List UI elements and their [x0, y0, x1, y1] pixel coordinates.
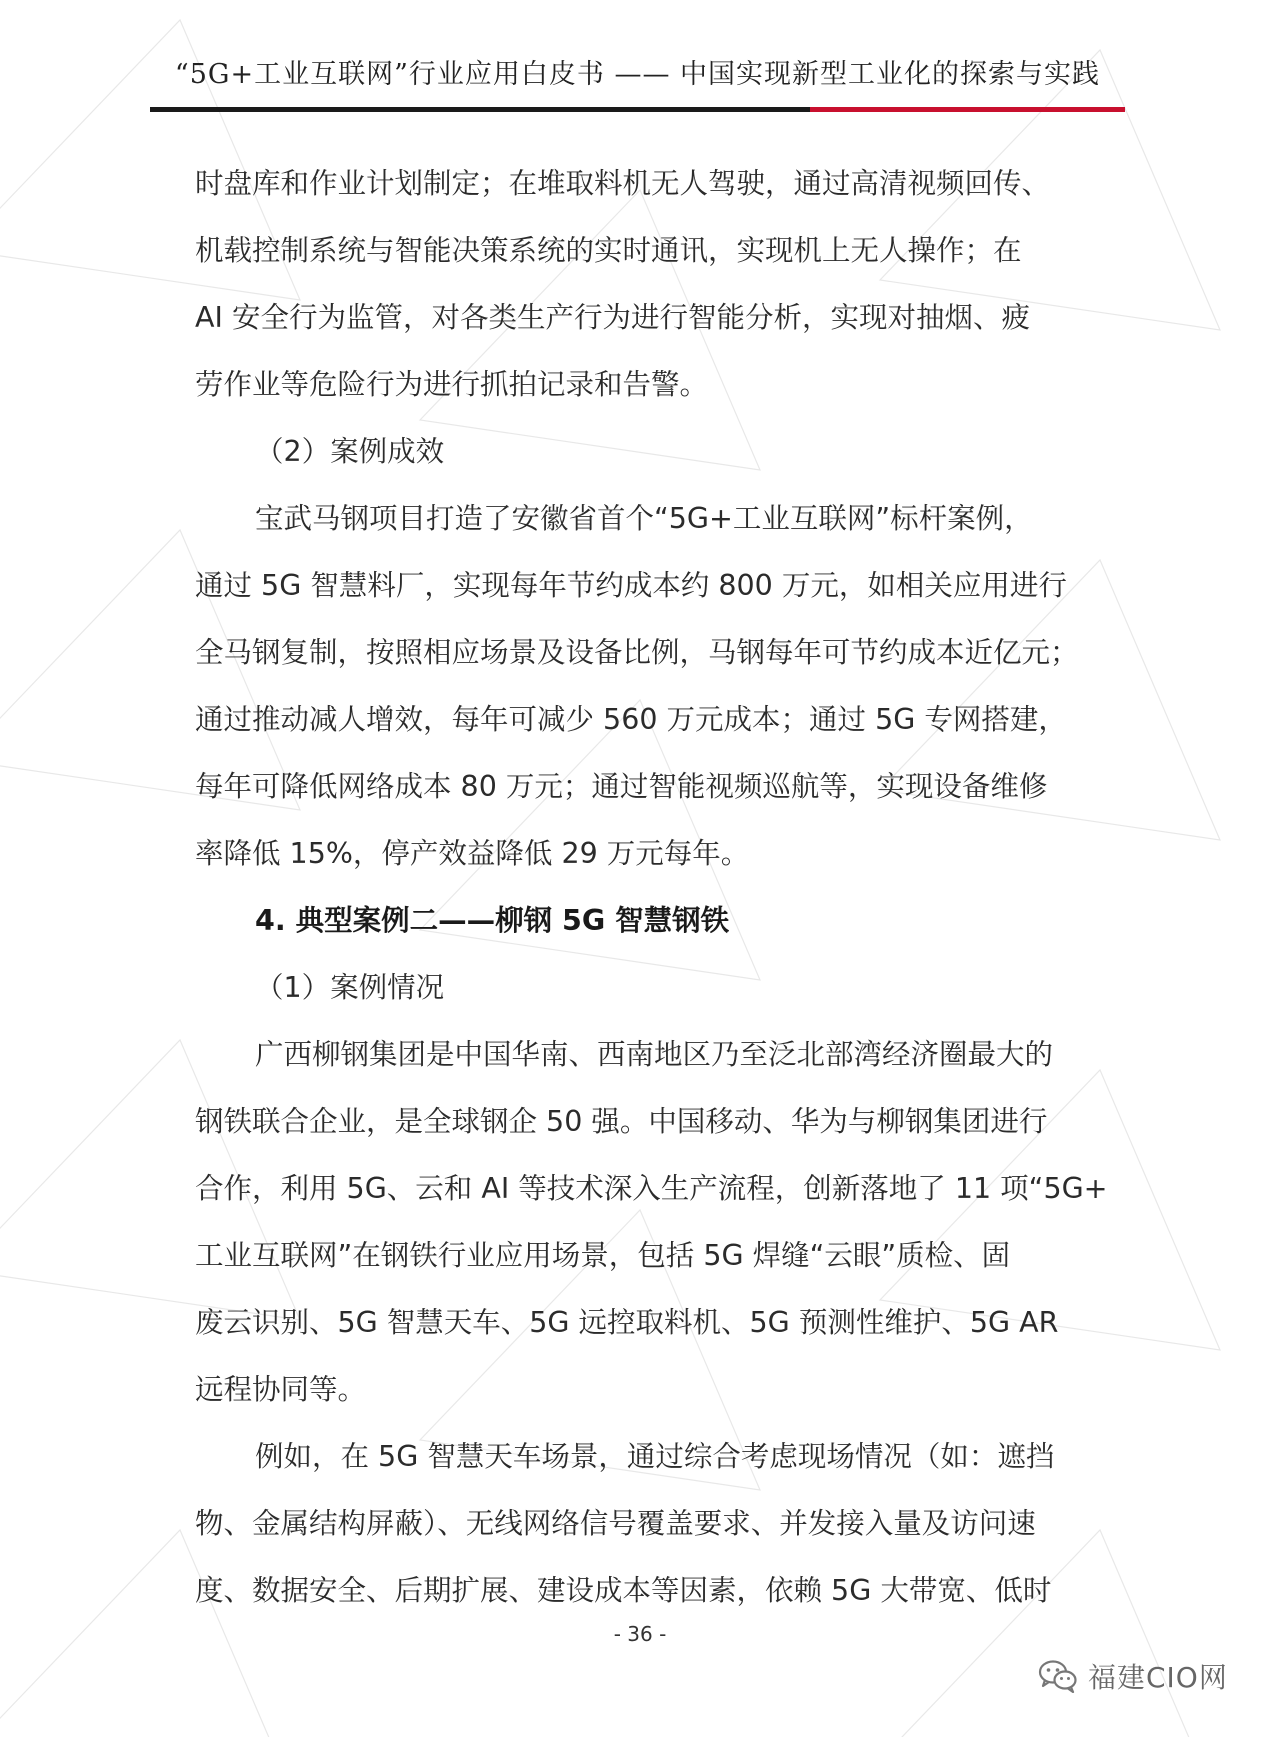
text-line: 全马钢复制，按照相应场景及设备比例，马钢每年可节约成本近亿元；	[195, 636, 1079, 669]
text-line: 时盘库和作业计划制定；在堆取料机无人驾驶，通过高清视频回传、	[195, 167, 1051, 200]
text-line: 劳作业等危险行为进行抓拍记录和告警。	[195, 368, 709, 401]
text-line: 率降低 15%，停产效益降低 29 万元每年。	[195, 837, 750, 870]
text-line: 机载控制系统与智能决策系统的实时通讯，实现机上无人操作；在	[195, 234, 1022, 267]
text-line: 物、金属结构屏蔽）、无线网络信号覆盖要求、并发接入量及访问速	[195, 1507, 1036, 1540]
text-line: 废云识别、5G 智慧天车、5G 远控取料机、5G 预测性维护、5G AR	[195, 1306, 1059, 1339]
text-line: 合作，利用 5G、云和 AI 等技术深入生产流程，创新落地了 11 项“5G+	[195, 1172, 1108, 1205]
text-line: 宝武马钢项目打造了安徽省首个“5G+工业互联网”标杆案例，	[255, 502, 1033, 535]
text-line: 广西柳钢集团是中国华南、西南地区乃至泛北部湾经济圈最大的	[255, 1038, 1054, 1071]
body-text	[195, 150, 1108, 1624]
subheading-case-situation: （1）案例情况	[255, 971, 445, 1004]
brand-watermark	[1038, 1656, 1228, 1696]
page-header	[150, 52, 1125, 91]
text-line: 通过 5G 智慧料厂，实现每年节约成本约 800 万元，如相关应用进行	[195, 569, 1067, 602]
page-number: - 36 -	[613, 1622, 667, 1646]
header-rule-black	[150, 107, 810, 112]
text-line: AI 安全行为监管，对各类生产行为进行智能分析，实现对抽烟、疲	[195, 301, 1030, 334]
text-line: 通过推动减人增效，每年可减少 560 万元成本；通过 5G 专网搭建，	[195, 703, 1067, 736]
text-line: 例如，在 5G 智慧天车场景，通过综合考虑现场情况（如：遮挡	[255, 1440, 1055, 1473]
text-line: 工业互联网”在钢铁行业应用场景，包括 5G 焊缝“云眼”质检、固	[195, 1239, 1011, 1272]
text-line: 度、数据安全、后期扩展、建设成本等因素，依赖 5G 大带宽、低时	[195, 1574, 1052, 1607]
header-rule-red	[810, 107, 1125, 112]
brand-text: 福建CIO网	[1088, 1661, 1228, 1694]
header-title: “5G+工业互联网”行业应用白皮书 —— 中国实现新型工业化的探索与实践	[174, 59, 1101, 90]
text-line: 远程协同等。	[195, 1373, 367, 1406]
text-line: 钢铁联合企业，是全球钢企 50 强。中国移动、华为与柳钢集团进行	[195, 1105, 1048, 1138]
text-line: 每年可降低网络成本 80 万元；通过智能视频巡航等，实现设备维修	[195, 770, 1048, 803]
header-rule	[150, 107, 1125, 112]
subheading-case-results: （2）案例成效	[255, 435, 445, 468]
wechat-icon	[1038, 1659, 1078, 1693]
section-heading: 4. 典型案例二——柳钢 5G 智慧钢铁	[255, 904, 730, 937]
